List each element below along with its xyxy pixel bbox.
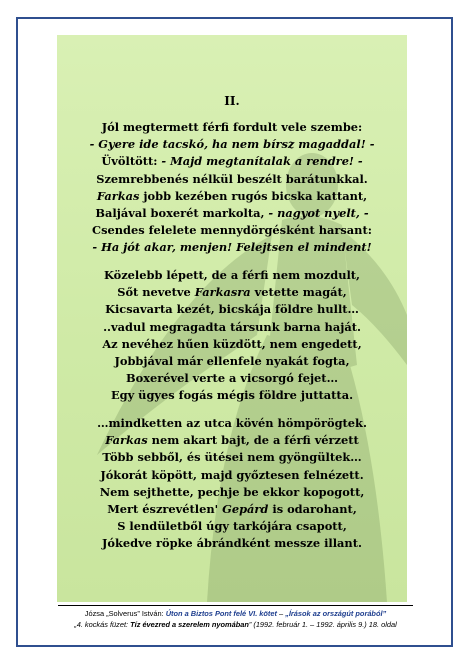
footer [0, 608, 471, 630]
footer-notebook-title: Tíz évezred a szerelem nyomában [130, 620, 249, 629]
poem-line-segment: Gepárd [222, 502, 269, 517]
poem-line-segment: jobb kezében rugós bicska kattant, [139, 188, 368, 203]
poem-line-segment: Az nevéhez hűen küzdött, nem engedett, [102, 336, 362, 351]
footer-subtitle: „Írások az országút porából” [285, 609, 387, 618]
poem-line [57, 535, 407, 552]
footer-author: Józsa „Solverus” István: [84, 609, 166, 618]
poem-line [57, 415, 407, 432]
poem-line [57, 353, 407, 370]
poem-line-segment: ..vadul megragadta társunk barna haját. [103, 319, 361, 334]
poem-line [57, 205, 407, 222]
poem-line-segment: vetette magát, [250, 285, 347, 300]
stanza-1 [57, 119, 407, 257]
poem-line-segment: Farkasra [194, 285, 251, 300]
poem-line [57, 319, 407, 336]
poem-line [57, 239, 407, 256]
poem-line-segment: Jókorát köpött, majd győztesen felnézett. [100, 467, 364, 482]
stanza-2 [57, 267, 407, 405]
poem-heading: II. [224, 94, 240, 108]
poem-line [57, 267, 407, 284]
poem-line-segment: Farkas [105, 433, 148, 448]
poem-line-segment: Szemrebbenés nélkül beszélt barátunkkal. [96, 171, 368, 186]
poem-line-segment: S lendületből úgy tarkójára csapott, [117, 519, 347, 534]
footer-book-title: Úton a Biztos Pont felé VI. kötet [165, 609, 277, 618]
poem-line-segment: - nagyot nyelt, - [268, 206, 369, 221]
poem-line [57, 484, 407, 501]
poem-line-segment: - Majd megtanítalak a rendre! - [161, 154, 363, 169]
poem-line-segment: - Ha jót akar, menjen! Felejtsen el mindent! [92, 240, 372, 255]
footer-line-1 [0, 608, 471, 619]
poem-line-segment: Egy ügyes fogás mégis földre juttatta. [110, 388, 354, 403]
poem-line [57, 336, 407, 353]
footer-divider [58, 605, 413, 606]
poem-line-segment: - Gyere ide tacskó, ha nem bírsz magaddal! - [89, 137, 375, 152]
poem-line [57, 518, 407, 535]
poem-line-segment: Több sebből, és ütései nem gyöngültek… [102, 450, 362, 465]
poem-line-segment: Sőt nevetve [117, 285, 195, 300]
poem-line [57, 370, 407, 387]
poem-line-segment: Jól megtermett férfi fordult vele szembe: [101, 120, 363, 134]
poem-line-segment: Mert észrevétlen' [107, 502, 223, 517]
poem-line-segment: Nem sejthette, pechje be ekkor kopogott, [99, 484, 365, 499]
poem-line-segment: Közelebb lépett, de a férfi nem mozdult, [103, 268, 361, 282]
poem-line-segment: Boxerével verte a vicsorgó fejet… [126, 371, 338, 386]
poem-line [57, 432, 407, 449]
poem-line [57, 171, 407, 188]
poem-line [57, 501, 407, 518]
poem-line [57, 387, 407, 404]
poem-line-segment: Üvöltött: [101, 154, 162, 169]
poem-line [57, 188, 407, 205]
poem-line [57, 222, 407, 239]
poem-line [57, 449, 407, 466]
poem-line-segment: nem akart bajt, de a férfi vérzett [147, 433, 359, 448]
poem-line-segment: Jókedve röpke ábrándként messze illant. [102, 536, 362, 551]
poem-panel [57, 35, 407, 602]
poem-line-segment: is odarohant, [268, 502, 357, 517]
footer-notebook: „4. kockás füzet: [74, 620, 131, 629]
poem-line [57, 284, 407, 301]
footer-dates: ” (1992. február 1. – 1992. április 9.) 18. oldal [248, 620, 397, 629]
poem [57, 35, 407, 602]
poem-line [57, 153, 407, 170]
poem-line-segment: …mindketten az utca kövén hömpörögtek. [97, 416, 367, 430]
poem-line-segment: Jobbjával már ellenfele nyakát fogta, [114, 354, 350, 369]
poem-line [57, 119, 407, 136]
stanza-3 [57, 415, 407, 553]
footer-line-2 [0, 619, 471, 630]
poem-line-segment: Farkas [96, 188, 140, 203]
poem-line-segment: Baljával boxerét markolta, [95, 206, 269, 221]
poem-line [57, 467, 407, 484]
poem-line [57, 136, 407, 153]
poem-line [57, 301, 407, 318]
poem-line-segment: Kicsavarta kezét, bicskája földre hullt… [105, 302, 359, 317]
footer-dash: – [276, 609, 286, 618]
poem-line-segment: Csendes felelete mennydörgésként harsant: [92, 223, 372, 238]
